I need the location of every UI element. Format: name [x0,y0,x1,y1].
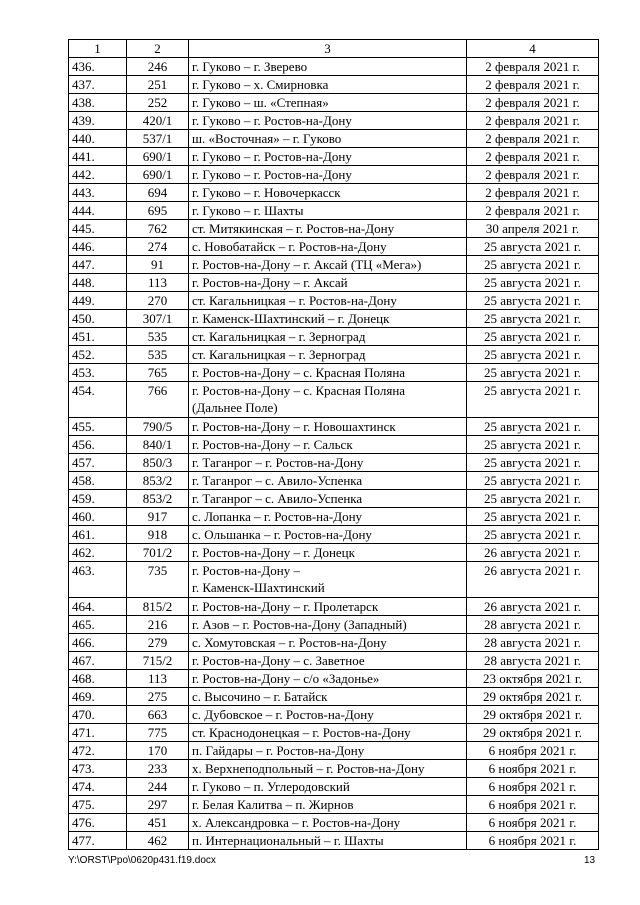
route-name-line: х. Верхнеподпольный – г. Ростов-на-Дону [192,761,425,776]
table-row [69,346,599,364]
route-date: 2 февраля 2021 г. [467,130,599,148]
route-name [189,130,467,148]
route-name-line: с. Ольшанка – г. Ростов-на-Дону [192,527,372,542]
route-name-line: с. Дубовское – г. Ростов-на-Дону [192,707,374,722]
route-name [189,436,467,454]
route-date: 28 августа 2021 г. [467,634,599,652]
route-date: 25 августа 2021 г. [467,292,599,310]
route-name [189,58,467,76]
route-name-line: г. Ростов-на-Дону – г. Новошахтинск [192,419,396,434]
route-name-line: (Дальнее Поле) [192,400,278,415]
route-code: 762 [127,220,189,238]
route-code: 252 [127,94,189,112]
table-row [69,418,599,436]
route-code: 170 [127,742,189,760]
table-row [69,130,599,148]
route-name-line: г. Ростов-на-Дону – г. Пролетарск [192,599,379,614]
route-name-line: с. Высочино – г. Батайск [192,689,328,704]
row-number: 456. [69,436,127,454]
route-name [189,742,467,760]
route-name [189,814,467,832]
route-name-line: г. Гуково – г. Ростов-на-Дону [192,113,352,128]
route-name-line: с. Новобатайск – г. Ростов-на-Дону [192,239,387,254]
row-number: 468. [69,670,127,688]
route-code: 216 [127,616,189,634]
route-name [189,688,467,706]
route-name-line: г. Гуково – ш. «Степная» [192,95,329,110]
row-number: 458. [69,472,127,490]
routes-table [68,39,599,850]
route-date: 25 августа 2021 г. [467,490,599,508]
route-name-line: с. Хомутовская – г. Ростов-на-Дону [192,635,387,650]
route-code: 537/1 [127,130,189,148]
route-name [189,490,467,508]
footer-page-number: 13 [584,855,596,866]
table-row [69,274,599,292]
route-name [189,598,467,616]
route-code: 715/2 [127,652,189,670]
route-name [189,166,467,184]
route-code: 815/2 [127,598,189,616]
route-name-line: ст. Митякинская – г. Ростов-на-Дону [192,221,395,236]
route-code: 274 [127,238,189,256]
row-number: 474. [69,778,127,796]
route-date: 25 августа 2021 г. [467,472,599,490]
row-number: 463. [69,562,127,598]
route-date: 6 ноября 2021 г. [467,742,599,760]
route-name [189,184,467,202]
row-number: 476. [69,814,127,832]
table-row [69,148,599,166]
route-date: 28 августа 2021 г. [467,652,599,670]
route-name-line: ст. Кагальницкая – г. Зерноград [192,347,366,362]
row-number: 442. [69,166,127,184]
row-number: 473. [69,760,127,778]
route-name [189,328,467,346]
table-row [69,472,599,490]
route-name-line: г. Таганрог – с. Авило-Успенка [192,491,363,506]
route-code: 735 [127,562,189,598]
route-date: 6 ноября 2021 г. [467,832,599,850]
table-row [69,742,599,760]
route-code: 535 [127,328,189,346]
table-row [69,760,599,778]
route-name-line: г. Ростов-на-Дону – г. Аксай [192,275,348,290]
row-number: 454. [69,382,127,418]
header-cell-1: 1 [69,40,127,58]
row-number: 464. [69,598,127,616]
row-number: 471. [69,724,127,742]
route-name [189,544,467,562]
route-name-line: п. Интернациональный – г. Шахты [192,833,384,848]
row-number: 469. [69,688,127,706]
row-number: 453. [69,364,127,382]
route-name [189,202,467,220]
row-number: 441. [69,148,127,166]
table-row [69,706,599,724]
route-date: 2 февраля 2021 г. [467,148,599,166]
table-row [69,94,599,112]
row-number: 462. [69,544,127,562]
row-number: 446. [69,238,127,256]
route-date: 25 августа 2021 г. [467,310,599,328]
row-number: 470. [69,706,127,724]
table-row [69,526,599,544]
route-name [189,796,467,814]
route-name-line: г. Ростов-на-Дону – с. Красная Поляна [192,365,406,380]
route-date: 25 августа 2021 г. [467,526,599,544]
row-number: 451. [69,328,127,346]
row-number: 438. [69,94,127,112]
route-date: 25 августа 2021 г. [467,256,599,274]
route-date: 25 августа 2021 г. [467,418,599,436]
table-row [69,616,599,634]
route-code: 766 [127,382,189,418]
footer-file-path: Y:\ORST\Ppo\0620p431.f19.docx [68,855,216,866]
table-row [69,832,599,850]
table-row [69,292,599,310]
table-row [69,76,599,94]
table-row [69,598,599,616]
table-row [69,490,599,508]
route-date: 25 августа 2021 г. [467,238,599,256]
route-code: 840/1 [127,436,189,454]
route-name-line: х. Александровка – г. Ростов-на-Дону [192,815,401,830]
routes-table-body [69,40,599,850]
table-row [69,382,599,418]
route-name-line: г. Ростов-на-Дону – с. Заветное [192,653,365,668]
route-name-line: г. Гуково – г. Ростов-на-Дону [192,149,352,164]
route-code: 695 [127,202,189,220]
route-date: 2 февраля 2021 г. [467,58,599,76]
row-number: 460. [69,508,127,526]
route-name [189,706,467,724]
table-row [69,688,599,706]
route-name [189,562,467,598]
route-date: 6 ноября 2021 г. [467,814,599,832]
route-date: 25 августа 2021 г. [467,274,599,292]
route-code: 918 [127,526,189,544]
route-code: 275 [127,688,189,706]
route-code: 853/2 [127,490,189,508]
route-date: 25 августа 2021 г. [467,454,599,472]
header-cell-4: 4 [467,40,599,58]
route-name [189,760,467,778]
table-row [69,670,599,688]
route-name [189,634,467,652]
row-number: 440. [69,130,127,148]
route-name-line: г. Гуково – г. Шахты [192,203,304,218]
route-name-line: г. Белая Калитва – п. Жирнов [192,797,354,812]
route-name-line: ш. «Восточная» – г. Гуково [192,131,342,146]
row-number: 445. [69,220,127,238]
route-name [189,112,467,130]
row-number: 459. [69,490,127,508]
route-date: 6 ноября 2021 г. [467,778,599,796]
route-code: 451 [127,814,189,832]
route-name-line: г. Ростов-на-Дону – г. Сальск [192,437,353,452]
route-name [189,508,467,526]
row-number: 436. [69,58,127,76]
route-date: 29 октября 2021 г. [467,688,599,706]
route-code: 663 [127,706,189,724]
route-name [189,454,467,472]
route-name-line: г. Гуково – х. Смирновка [192,77,329,92]
route-date: 2 февраля 2021 г. [467,166,599,184]
route-code: 270 [127,292,189,310]
route-date: 26 августа 2021 г. [467,598,599,616]
row-number: 437. [69,76,127,94]
route-name [189,832,467,850]
table-row [69,814,599,832]
route-code: 91 [127,256,189,274]
route-name-line: г. Каменск-Шахтинский [192,580,325,595]
route-name-line: г. Гуково – п. Углеродовский [192,779,350,794]
route-name-line: ст. Кагальницкая – г. Ростов-на-Дону [192,293,397,308]
route-code: 246 [127,58,189,76]
route-name-line: г. Ростов-на-Дону – с. Красная Поляна [192,383,406,398]
row-number: 461. [69,526,127,544]
route-date: 26 августа 2021 г. [467,562,599,598]
table-row [69,364,599,382]
route-code: 765 [127,364,189,382]
row-number: 466. [69,634,127,652]
route-date: 29 октября 2021 г. [467,724,599,742]
row-number: 439. [69,112,127,130]
route-date: 25 августа 2021 г. [467,346,599,364]
route-name [189,346,467,364]
route-name [189,256,467,274]
header-cell-3: 3 [189,40,467,58]
route-date: 6 ноября 2021 г. [467,796,599,814]
route-code: 690/1 [127,166,189,184]
table-row [69,634,599,652]
table-row [69,256,599,274]
route-name [189,418,467,436]
route-name-line: г. Таганрог – с. Авило-Успенка [192,473,363,488]
route-name [189,292,467,310]
table-row [69,508,599,526]
header-cell-2: 2 [127,40,189,58]
table-row [69,166,599,184]
route-name [189,364,467,382]
route-name [189,94,467,112]
route-date: 2 февраля 2021 г. [467,184,599,202]
route-code: 535 [127,346,189,364]
route-name [189,526,467,544]
route-name [189,238,467,256]
route-code: 420/1 [127,112,189,130]
table-row [69,436,599,454]
table-row [69,652,599,670]
route-name-line: п. Гайдары – г. Ростов-на-Дону [192,743,365,758]
route-name [189,652,467,670]
route-name-line: с. Лопанка – г. Ростов-на-Дону [192,509,363,524]
route-code: 853/2 [127,472,189,490]
route-code: 690/1 [127,148,189,166]
route-code: 790/5 [127,418,189,436]
route-date: 30 апреля 2021 г. [467,220,599,238]
row-number: 447. [69,256,127,274]
route-name [189,472,467,490]
table-row [69,562,599,598]
route-date: 23 октября 2021 г. [467,670,599,688]
table-header-row [69,40,599,58]
route-code: 233 [127,760,189,778]
route-code: 462 [127,832,189,850]
row-number: 475. [69,796,127,814]
route-code: 113 [127,670,189,688]
table-row [69,58,599,76]
route-name-line: ст. Кагальницкая – г. Зерноград [192,329,366,344]
route-name-line: г. Гуково – г. Ростов-на-Дону [192,167,352,182]
route-name [189,310,467,328]
route-name-line: г. Азов – г. Ростов-на-Дону (Западный) [192,617,407,632]
route-code: 297 [127,796,189,814]
route-code: 917 [127,508,189,526]
route-name [189,274,467,292]
table-row [69,184,599,202]
table-row [69,796,599,814]
route-date: 6 ноября 2021 г. [467,760,599,778]
route-name [189,76,467,94]
table-row [69,328,599,346]
route-name-line: г. Каменск-Шахтинский – г. Донецк [192,311,390,326]
route-date: 2 февраля 2021 г. [467,94,599,112]
table-row [69,544,599,562]
route-date: 2 февраля 2021 г. [467,76,599,94]
row-number: 448. [69,274,127,292]
row-number: 465. [69,616,127,634]
table-row [69,778,599,796]
route-name [189,148,467,166]
route-name-line: г. Гуково – г. Зверево [192,59,308,74]
route-code: 251 [127,76,189,94]
route-date: 2 февраля 2021 г. [467,202,599,220]
table-row [69,724,599,742]
row-number: 477. [69,832,127,850]
route-name-line: г. Ростов-на-Дону – [192,563,300,578]
route-date: 25 августа 2021 г. [467,508,599,526]
table-row [69,454,599,472]
route-code: 701/2 [127,544,189,562]
route-name [189,382,467,418]
route-code: 775 [127,724,189,742]
route-name-line: г. Гуково – г. Новочеркасск [192,185,341,200]
row-number: 457. [69,454,127,472]
row-number: 467. [69,652,127,670]
route-date: 25 августа 2021 г. [467,364,599,382]
route-name [189,778,467,796]
route-name-line: г. Ростов-на-Дону – г. Донецк [192,545,355,560]
route-name [189,724,467,742]
route-date: 25 августа 2021 г. [467,328,599,346]
route-date: 2 февраля 2021 г. [467,112,599,130]
route-code: 279 [127,634,189,652]
route-date: 26 августа 2021 г. [467,544,599,562]
route-code: 113 [127,274,189,292]
route-code: 850/3 [127,454,189,472]
route-name-line: г. Таганрог – г. Ростов-на-Дону [192,455,364,470]
table-row [69,238,599,256]
route-name-line: ст. Краснодонецкая – г. Ростов-на-Дону [192,725,411,740]
row-number: 455. [69,418,127,436]
route-name [189,670,467,688]
route-name-line: г. Ростов-на-Дону – г. Аксай (ТЦ «Мега») [192,257,422,272]
route-date: 25 августа 2021 г. [467,382,599,418]
row-number: 472. [69,742,127,760]
table-row [69,202,599,220]
row-number: 452. [69,346,127,364]
table-row [69,310,599,328]
row-number: 444. [69,202,127,220]
row-number: 449. [69,292,127,310]
route-code: 694 [127,184,189,202]
route-name [189,220,467,238]
route-code: 244 [127,778,189,796]
row-number: 450. [69,310,127,328]
route-date: 28 августа 2021 г. [467,616,599,634]
route-name-line: г. Ростов-на-Дону – с/о «Задонье» [192,671,380,686]
route-code: 307/1 [127,310,189,328]
table-row [69,112,599,130]
route-name [189,616,467,634]
row-number: 443. [69,184,127,202]
route-date: 29 октября 2021 г. [467,706,599,724]
table-row [69,220,599,238]
route-date: 25 августа 2021 г. [467,436,599,454]
